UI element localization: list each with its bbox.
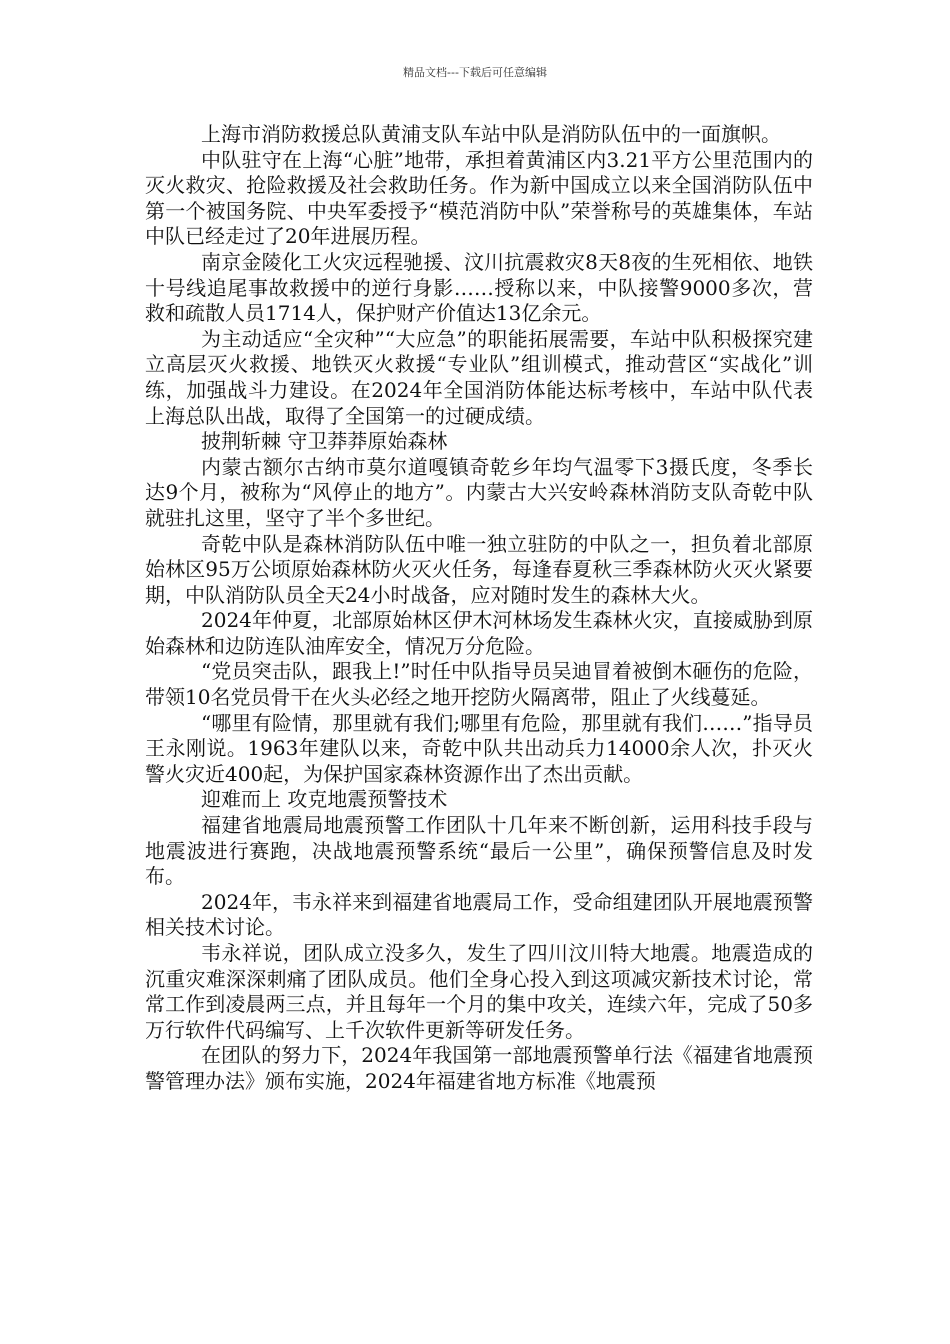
body-paragraph: “哪里有险情，那里就有我们;哪里有危险，那里就有我们……”指导员王永刚说。1963年建队以来，奇乾中队共出动兵力14000余人次，扑灭火警火灾近400起，为保护国家森林资源作出了杰出贡献。 [145,710,813,786]
body-paragraph: 韦永祥说，团队成立没多久，发生了四川汶川特大地震。地震造成的沉重灾难深深刺痛了团队成员。他们全身心投入到这项减灾新技术讨论，常常工作到凌晨两三点，并且每年一个月的集中攻关，连续六年，完成了50多万行软件代码编写、上千次软件更新等研发任务。 [145,941,813,1042]
section-heading: 披荆斩棘 守卫莽莽原始森林 [201,429,448,454]
body-paragraph: 内蒙古额尔古纳市莫尔道嘎镇奇乾乡年均气温零下3摄氏度，冬季长达9个月，被称为“风停止的地方”。内蒙古大兴安岭森林消防支队奇乾中队就驻扎这里，坚守了半个多世纪。 [145,454,813,530]
body-paragraph: 2024年仲夏，北部原始林区伊木河林场发生森林火灾，直接威胁到原始森林和边防连队油库安全，情况万分危险。 [145,608,813,658]
body-paragraph: “党员突击队，跟我上!”时任中队指导员吴迪冒着被倒木砸伤的危险，带领10名党员骨干在火头必经之地开挖防火隔离带，阻止了火线蔓延。 [145,659,813,710]
body-paragraph: 在团队的努力下，2024年我国第一部地震预警单行法《福建省地震预警管理办法》颁布实施，2024年福建省地方标准《地震预 [145,1043,813,1093]
body-paragraph: 为主动适应“全灾种”“大应急”的职能拓展需要，车站中队积极探究建立高层灭火救援、地铁灭火救援“专业队”组训模式，推动营区“实战化”训练，加强战斗力建设。在2024年全国消防体能达标考核中，车站中队代表上海总队出战，取得了全国第一的过硬成绩。 [145,326,813,428]
section-heading: 迎难而上 攻克地震预警技术 [201,787,448,812]
document-body [145,122,813,1095]
body-paragraph: 奇乾中队是森林消防队伍中唯一独立驻防的中队之一，担负着北部原始林区95万公顷原始森林防火灭火任务，每逢春夏秋三季森林防火灭火紧要期，中队消防队员全天24小时战备，应对随时发生的森林大火。 [145,531,813,607]
body-paragraph: 中队驻守在上海“心脏”地带，承担着黄浦区内3.21平方公里范围内的灭火救灾、抢险救援及社会救助任务。作为新中国成立以来全国消防队伍中第一个被国务院、中央军委授予“模范消防中队”荣誉称号的英雄集体，车站中队已经走过了20年进展历程。 [145,147,813,249]
body-paragraph: 南京金陵化工火灾远程驰援、汶川抗震救灾8天8夜的生死相依、地铁十号线追尾事故救援中的逆行身影……授称以来，中队接警9000多次，营救和疏散人员1714人，保护财产价值达13亿余元。 [145,249,813,326]
body-paragraph: 福建省地震局地震预警工作团队十几年来不断创新，运用科技手段与地震波进行赛跑，决战地震预警系统“最后一公里”，确保预警信息及时发布。 [145,813,813,889]
body-paragraph: 上海市消防救援总队黄浦支队车站中队是消防队伍中的一面旗帜。 [201,122,781,146]
body-paragraph: 2024年，韦永祥来到福建省地震局工作，受命组建团队开展地震预警相关技术讨论。 [145,889,813,940]
page-header: 精品文档---下载后可任意编辑 [403,66,547,79]
